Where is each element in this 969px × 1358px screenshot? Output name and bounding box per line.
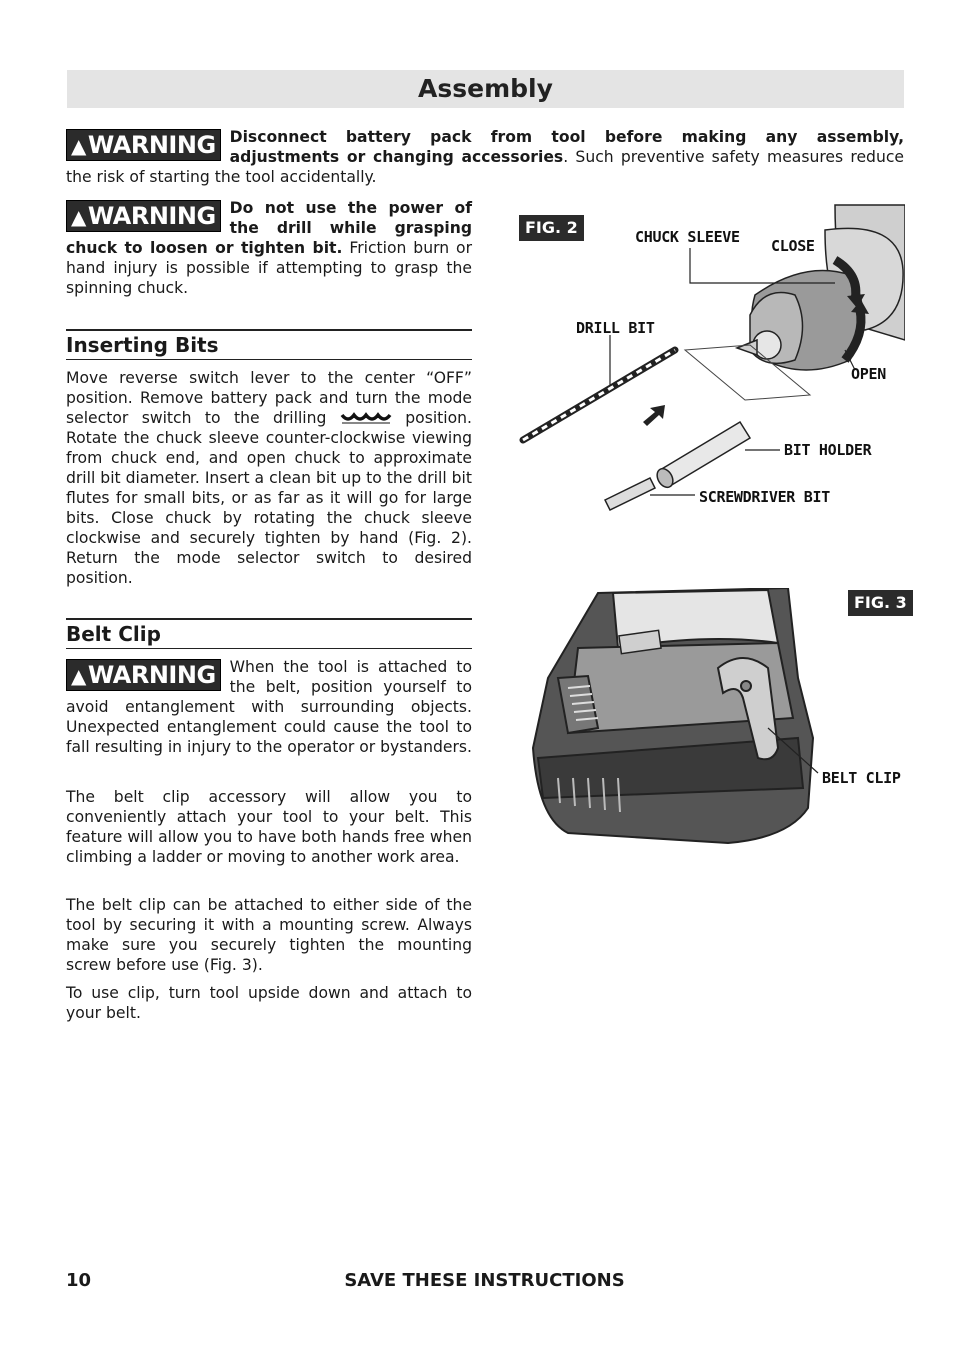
belt-clip-paragraph-3: To use clip, turn tool upside down and attach to your belt.: [66, 984, 472, 1022]
drill-body: [737, 205, 905, 370]
warning-badge: ▲WARNING: [66, 129, 221, 161]
warning-1-bold: Disconnect battery pack from tool before making any assembly, adjustments or changing accessories: [229, 128, 904, 166]
belt-clip-paragraph-1: The belt clip accessory will allow you to conveniently attach your tool to your belt. This feature will allow you to have both hands free when climbing a ladder or moving to another work area.: [66, 788, 472, 866]
warning-triangle-icon: ▲: [71, 664, 86, 688]
fig-2-illustration: [505, 200, 905, 520]
warning-badge: ▲WARNING: [66, 659, 221, 691]
warning-2-bold: Do not use the power of the drill while grasping chuck to loosen or tighten bit.: [66, 199, 472, 257]
warning-triangle-icon: ▲: [71, 134, 86, 158]
callout-close: CLOSE: [771, 237, 815, 255]
fig-3-illustration: [528, 588, 828, 848]
callout-bit-holder: BIT HOLDER: [784, 441, 872, 459]
insert-arrow-icon: [643, 405, 665, 426]
callout-belt-clip: BELT CLIP: [822, 769, 901, 787]
warning-2-text: Friction burn or hand injury is possible if attempting to grasp the spinning chuck.: [66, 239, 472, 297]
warning-3: [66, 657, 472, 757]
page-number: 10: [66, 1270, 92, 1291]
callout-open: OPEN: [851, 365, 886, 383]
bit-holder-icon: [654, 422, 750, 490]
warning-1: [66, 127, 904, 187]
screwdriver-bit-icon: [605, 478, 655, 510]
callout-drill-bit: DRILL BIT: [576, 319, 655, 337]
warning-triangle-icon: ▲: [71, 205, 86, 229]
warning-1-text: . Such preventive safety measures reduce the risk of starting the tool accidentally.: [66, 148, 904, 186]
fig-2-label: FIG. 2: [519, 215, 584, 241]
callout-screwdriver-bit: SCREWDRIVER BIT: [699, 488, 830, 506]
section-heading-belt-clip: Belt Clip: [66, 618, 472, 649]
inserting-bits-paragraph: Move reverse switch lever to the center “OFF” position. Remove battery pack and turn the mode selector switch to the drilling position. Rotate the chuck sleeve counter-clockwise viewing from chuck end, and open chuck to approximate drill bit diameter. Insert a clean bit up to the drill bit flutes for small bits, or as far as it will go for large bits. Close chuck by rotating the chuck sleeve clockwise and securely tighten by hand (Fig. 2). Return the mode selector switch to desired position.: [66, 369, 472, 587]
page-title: Assembly: [67, 70, 904, 108]
footer-text: SAVE THESE INSTRUCTIONS: [344, 1270, 625, 1291]
drill-bit-icon: [523, 350, 675, 440]
warning-badge: ▲WARNING: [66, 200, 221, 232]
belt-clip-paragraph-2: The belt clip can be attached to either side of the tool by securing it with a mounting screw. Always make sure you securely tighten the mounting screw before use (Fig. 3).: [66, 896, 472, 974]
fig-3-label: FIG. 3: [848, 590, 913, 616]
section-heading-inserting-bits: Inserting Bits: [66, 329, 472, 360]
drill-mode-icon: [340, 412, 392, 426]
warning-2: [66, 198, 472, 298]
warning-3-text: When the tool is attached to the belt, position yourself to avoid entanglement with surrounding objects. Unexpected entanglement could cause the tool to fall resulting in injury to the operator or bystanders.: [66, 658, 472, 756]
callout-chuck-sleeve: CHUCK SLEEVE: [635, 228, 740, 246]
